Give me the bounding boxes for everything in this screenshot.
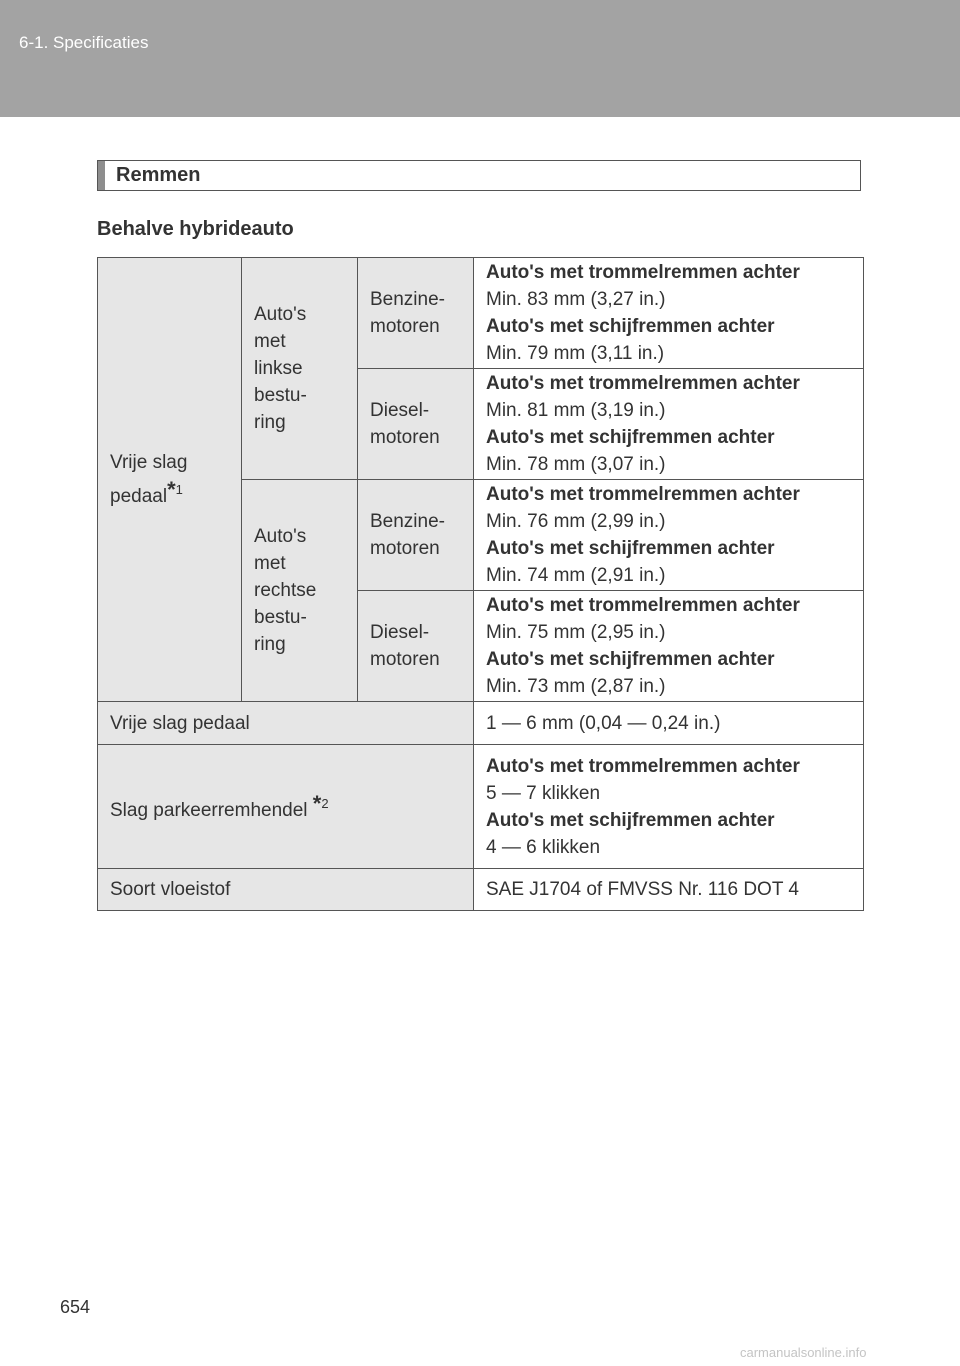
value-text: Min. 74 mm (2,91 in.) bbox=[486, 565, 666, 586]
engine-label: Benzine- motoren bbox=[370, 511, 445, 559]
value-cell bbox=[474, 258, 864, 369]
value-title: Auto's met trommelremmen achter bbox=[486, 262, 800, 283]
parking-brake-row-label bbox=[98, 745, 474, 869]
value-cell bbox=[474, 702, 864, 745]
section-title: Remmen bbox=[116, 164, 201, 186]
value-cell bbox=[474, 591, 864, 702]
section-heading-stripe bbox=[98, 161, 105, 190]
table-row bbox=[98, 745, 864, 869]
footnote-number: 2 bbox=[321, 795, 329, 811]
value-text: Min. 76 mm (2,99 in.) bbox=[486, 511, 666, 532]
footnote-star-icon: * bbox=[167, 477, 176, 502]
value-title: Auto's met trommelremmen achter bbox=[486, 755, 800, 777]
value-title: Auto's met schijfremmen achter bbox=[486, 649, 775, 670]
table-row bbox=[98, 702, 864, 745]
table-row bbox=[98, 258, 864, 369]
engine-label: Benzine- motoren bbox=[370, 289, 445, 337]
value-title: Auto's met trommelremmen achter bbox=[486, 595, 800, 616]
value-title: Auto's met trommelremmen achter bbox=[486, 373, 800, 394]
engine-label-cell bbox=[358, 369, 474, 480]
steering-group-label-cell bbox=[242, 480, 358, 702]
pedal-free-play-label: Vrije slag pedaal bbox=[110, 452, 188, 507]
watermark: carmanualsonline.info bbox=[740, 1345, 867, 1360]
brake-spec-table bbox=[97, 257, 864, 911]
value-text: Min. 83 mm (3,27 in.) bbox=[486, 289, 666, 310]
value-text: 5 — 7 klikken bbox=[486, 782, 601, 804]
row-label: Slag parkeerremhendel bbox=[110, 799, 313, 821]
value-text: Min. 79 mm (3,11 in.) bbox=[486, 343, 665, 364]
steering-group-label: Auto's met linkse bestu- ring bbox=[254, 304, 307, 433]
value-text: 4 — 6 klikken bbox=[486, 836, 601, 858]
row-label: Soort vloeistof bbox=[110, 879, 231, 900]
pedal-free-play-label-cell bbox=[98, 258, 242, 702]
value-cell bbox=[474, 745, 864, 869]
value-text: Min. 78 mm (3,07 in.) bbox=[486, 454, 666, 475]
value-text: Min. 81 mm (3,19 in.) bbox=[486, 400, 666, 421]
footnote-number: 1 bbox=[175, 482, 183, 497]
value-title: Auto's met trommelremmen achter bbox=[486, 484, 800, 505]
value-title: Auto's met schijfremmen achter bbox=[486, 316, 775, 337]
value-cell bbox=[474, 869, 864, 911]
engine-label: Diesel- motoren bbox=[370, 400, 440, 448]
pedal-free-play-row-label bbox=[98, 702, 474, 745]
engine-label-cell bbox=[358, 480, 474, 591]
header-section-title: 6-1. Specificaties bbox=[19, 33, 149, 52]
value-text: SAE J1704 of FMVSS Nr. 116 DOT 4 bbox=[486, 879, 799, 900]
value-text: 1 — 6 mm (0,04 — 0,24 in.) bbox=[486, 712, 721, 734]
engine-label-cell bbox=[358, 591, 474, 702]
steering-group-label: Auto's met rechtse bestu- ring bbox=[254, 526, 317, 655]
value-cell bbox=[474, 369, 864, 480]
footnote-star-icon: * bbox=[312, 790, 322, 816]
engine-label: Diesel- motoren bbox=[370, 622, 440, 670]
fluid-row-label bbox=[98, 869, 474, 911]
value-text: Min. 73 mm (2,87 in.) bbox=[486, 676, 666, 697]
value-text: Min. 75 mm (2,95 in.) bbox=[486, 622, 666, 643]
value-title: Auto's met schijfremmen achter bbox=[486, 538, 775, 559]
value-title: Auto's met schijfremmen achter bbox=[486, 427, 775, 448]
sub-title: Behalve hybrideauto bbox=[97, 218, 294, 240]
value-title: Auto's met schijfremmen achter bbox=[486, 809, 775, 831]
value-cell bbox=[474, 480, 864, 591]
row-label: Vrije slag pedaal bbox=[110, 712, 250, 734]
engine-label-cell bbox=[358, 258, 474, 369]
steering-group-label-cell bbox=[242, 258, 358, 480]
table-row bbox=[98, 869, 864, 911]
page-number: 654 bbox=[60, 1297, 91, 1317]
section-heading-box bbox=[97, 160, 861, 191]
header-bar bbox=[0, 0, 960, 117]
